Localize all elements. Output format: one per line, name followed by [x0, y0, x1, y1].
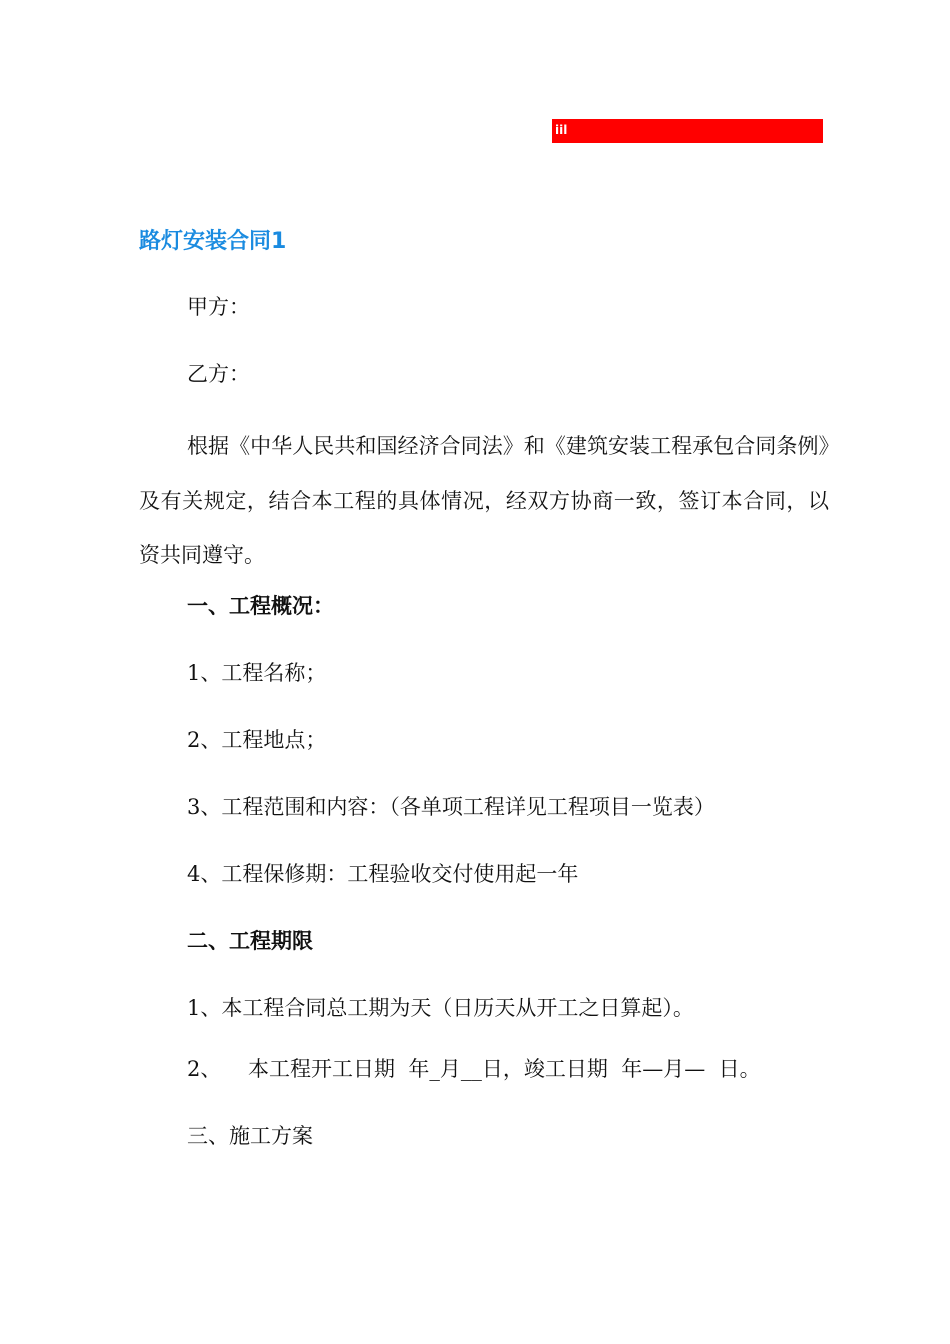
section-1-heading: 一、工程概况： [187, 594, 334, 618]
section-2-item: 2、 本工程开工日期 年_月__日，竣工日期 年—月— 日。 [187, 1057, 761, 1081]
section-2-heading: 二、工程期限 [187, 929, 313, 953]
section-1-item: 4、工程保修期：工程验收交付使用起一年 [187, 862, 579, 886]
header-tag: iil [555, 123, 568, 137]
party-a-label: 甲方： [187, 295, 250, 319]
intro-paragraph: 根据《中华人民共和国经济合同法》和《建筑安装工程承包合同条例》及有关规定，结合本工程的具体情况，经双方协商一致，签订本合同，以资共同遵守。 [139, 434, 829, 567]
section-2-item: 1、本工程合同总工期为天（日历天从开工之日算起）。 [187, 996, 694, 1020]
section-1-item: 3、工程范围和内容：（各单项工程详见工程项目一览表） [187, 795, 715, 819]
section-1-item: 1、工程名称； [187, 661, 327, 685]
section-3-heading: 三、施工方案 [187, 1124, 313, 1148]
document-title: 路灯安装合同1 [139, 229, 287, 254]
section-1-item: 2、工程地点； [187, 728, 327, 752]
header-bar [552, 119, 823, 143]
party-b-label: 乙方： [187, 362, 250, 386]
